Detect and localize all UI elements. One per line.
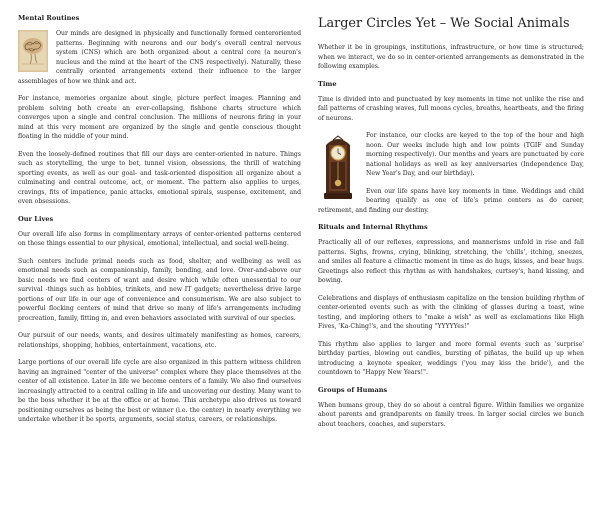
paragraph: Even the loosely-defined routines that fill our days are center-oriented in nature. Things such as storytelling, the urge to bet, tunnel vision, obsessions, the thrill of watching sporting events, as well as our goal- and task-oriented disposition all organize about a culminating and central outcome, act, or moment. The pattern also applies to urges, cravings, fits of impatience, panic attacks, emotional spirals, suspense, excitement, and even obsessions.	[18, 150, 301, 205]
paragraph: This rhythm also applies to larger and more formal events such as 'surprise' birthday parties, blowing out candles, bursting of piñatas, the build up up when introducing a keynote speaker, weddings ('you may kiss the bride'), and the countdown to "Happy New Years!".	[318, 340, 584, 376]
left-column	[18, 14, 301, 433]
paragraph: Large portions of our overall life cycle are also organized in this pattern witness children having an ingrained "center of the universe" complex where they place themselves at the center of all existence. Later in life we become centers of a family. We also find ourselves increasingly attracted to a central calling in life and uncovering our destiny. Many want to be the boss whether it be at the office or at home. This archetype also drives us toward positioning ourselves as being the best or winner (i.e. the center) in nearly everything we undertake whether it be sports, arguments, social status, careers, or relationships.	[18, 359, 301, 423]
section-heading-rituals: Rituals and Internal Rhythms	[318, 223, 428, 231]
paragraph: Celebrations and displays of enthusiasm capitalize on the tension building rhythm of center-oriented events such as with the clinking of glasses during a toast, wine testing, and imploring others to "make a wish" as well as exclamations like High Fives, 'Ka-Ching!'s, and the shouting "YYYYYes!"	[318, 294, 584, 330]
section-heading-groups: Groups of Humans	[318, 385, 388, 394]
section-heading-our-lives: Our Lives	[18, 214, 54, 223]
brain-sketch-image	[18, 30, 48, 72]
paragraph: Our minds are designed in physically and functionally formed centeroriented patterns. Beginning with neurons and our body's overall central nervous system (CNS) which are both organized about a central core (a neuron's nucleus and the mind at the heart of the CNS respectively). Naturally, these centrally oriented arrangements extend their influence to the larger assemblages of how we think and act.	[18, 30, 301, 85]
paragraph: Even our life spans have key moments in time. Weddings and child bearing qualify as one of life's prime centers as do career, retirement, and finding our destiny.	[318, 187, 584, 214]
page-title: Larger Circles Yet – We Social Animals	[318, 16, 570, 31]
paragraph: For instance, memories organize about single, picture perfect images. Planning and problem solving both create an ever-collapsing, fishbone charts structure which converges upon a single and central conclusion. The millions of neurons firing in your mind at this very moment are organized by the single and gentle conscious thought floating in the middle of your mind.	[18, 95, 301, 140]
paragraph: Such centers include primal needs such as food, shelter, and wellbeing as well as emotional needs such as companionship, family, bonding, and love. Over-and-above our basic needs we find centers of want and desire which while often unessential to our survival -things such as hobbies, trinkets, and new IT gadgets; nevertheless drive large portions of our life in our age of convenience and consumerism. We are also subject to powerful flocking centers of mind that drive so many of life's arrangements including procreation, family, fitting in, and even behaviors associated with survival of our species.	[18, 257, 301, 322]
section-heading-mental-routines: Mental Routines	[18, 14, 80, 22]
paragraph: Our pursuit of our needs, wants, and desires ultimately manifesting as homes, careers, relationships, shopping, hobbies, entertainment, vacations, etc.	[18, 332, 301, 349]
paragraph: Our overall life also forms in complimentary arrays of center-oriented patterns centered on those things essential to our physical, emotional, intellectual, and social well-being.	[18, 230, 301, 247]
intro-paragraph: Whether it be in groupings, institutions, infrastructure, or how time is structured; when we interact, we do so in center-oriented arrangements as demonstrated in the following examples.	[318, 44, 584, 70]
pendulum-clock-image	[322, 135, 354, 201]
paragraph: Practically all of our reflexes, expressions, and mannerisms unfold in rise and fall patterns. Sighs, frowns, crying, blinking, stretching, the 'chills', itching, sneezes, and smiles all feature a climactic moment in time as do hugs, kisses, and bear hugs. Greetings also reflect this rhythm as with handshakes, curtsey's, hand kissing, and bowing.	[318, 239, 584, 284]
paragraph: When humans group, they do so about a central figure. Within families we organize about parents and grandparents on family trees. In larger social circles we bunch about teachers, coaches, and superstars.	[318, 401, 584, 428]
paragraph: Time is divided into and punctuated by key moments in time not unlike the rise and fall patterns of crashing waves, full moons cycles, breaths, heartbeats, and the firing of neurons.	[318, 95, 584, 122]
section-heading-time: Time	[318, 79, 337, 88]
right-column	[318, 14, 584, 437]
paragraph: For instance, our clocks are keyed to the top of the hour and high noon. Our weeks include high and low points (TGIF and Sunday morning respectively). Our months and years are punctuated by core national holidays as well as key anniversaries (Independence Day, New Year's Day, and our birthday).	[366, 132, 584, 177]
